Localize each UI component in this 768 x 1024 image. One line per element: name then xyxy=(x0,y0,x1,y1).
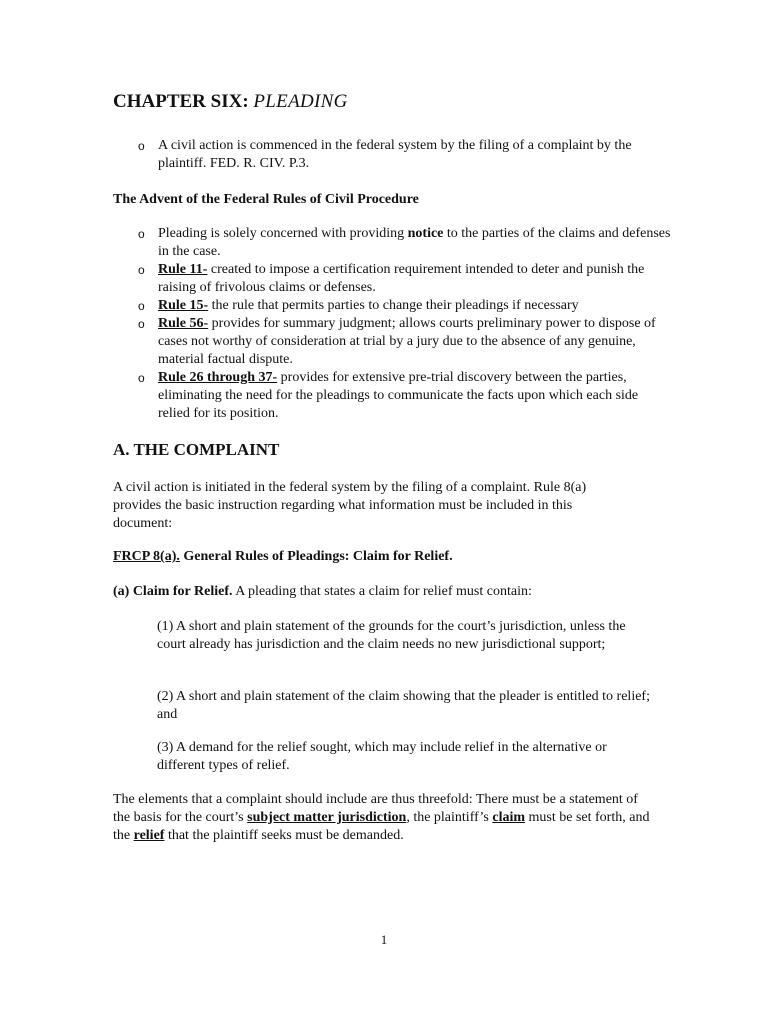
requirement-item-3: (3) A demand for the relief sought, which may include relief in the alternative or different types of relief. xyxy=(157,740,607,773)
intro-bullet-list xyxy=(113,137,673,173)
complaint-heading: A. THE COMPLAINT xyxy=(113,440,280,459)
frcp-label: FRCP 8(a). xyxy=(113,549,180,564)
claim-for-relief-line xyxy=(113,583,532,601)
elements-text-2: , the plaintiff’s xyxy=(406,810,493,825)
bullet-marker: o xyxy=(138,263,145,277)
term-relief: relief xyxy=(133,828,165,843)
requirement-item-2: (2) A short and plain statement of the claim showing that the pleader is entitled to relief; and xyxy=(157,689,650,722)
rule-26-37-text: provides for extensive pre-trial discovery between the parties, eliminating the need for the pleadings to communicate the facts upon which each side relied for its position. xyxy=(158,370,639,421)
intro-bullet-text: A civil action is commenced in the federal system by the filing of a complaint by the plaintiff. FED. R. CIV. P.3. xyxy=(158,138,632,171)
rule-11-label: Rule 11- xyxy=(158,262,208,277)
chapter-subtitle: PLEADING xyxy=(253,91,348,112)
frcp-heading xyxy=(113,548,453,566)
rule-56-text: provides for summary judgment; allows courts preliminary power to dispose of cases not worthy of consideration at trial by a jury due to the absence of any genuine, material factual dispute. xyxy=(158,316,656,367)
notice-term: notice xyxy=(407,226,444,241)
bullet-marker: o xyxy=(138,371,145,385)
bullet-marker: o xyxy=(138,139,145,153)
rule-26-37-label: Rule 26 through 37- xyxy=(158,370,278,385)
bullet-marker: o xyxy=(138,299,145,313)
advent-heading: The Advent of the Federal Rules of Civil Procedure xyxy=(113,192,419,207)
term-claim: claim xyxy=(492,810,526,825)
claim-text: A pleading that states a claim for relief must contain: xyxy=(232,584,532,599)
claim-label: (a) Claim for Relief. xyxy=(113,584,233,599)
advent-bullet-rule-15 xyxy=(113,297,673,315)
elements-paragraph xyxy=(113,791,653,845)
term-subject-matter-jurisdiction: subject matter jurisdiction xyxy=(247,810,407,825)
rule-11-text: created to impose a certification requirement intended to deter and punish the raising of frivolous claims or defenses. xyxy=(158,262,645,295)
rule-15-text: the rule that permits parties to change their pleadings if necessary xyxy=(208,298,579,313)
bullet-text-pre: Pleading is solely concerned with providing xyxy=(158,226,408,241)
elements-text-3: must be set forth, and the xyxy=(113,810,650,843)
advent-bullet-rule-26-37 xyxy=(113,369,673,423)
advent-bullet-rule-11 xyxy=(113,261,673,297)
rule-56-label: Rule 56- xyxy=(158,316,209,331)
advent-bullet-notice xyxy=(113,225,673,261)
rule-15-label: Rule 15- xyxy=(158,298,209,313)
bullet-text-post: to the parties of the claims and defenses in the case. xyxy=(158,226,671,259)
elements-text-4: that the plaintiff seeks must be demanded. xyxy=(164,828,404,843)
advent-bullet-rule-56 xyxy=(113,315,673,369)
chapter-title xyxy=(113,91,348,113)
complaint-intro-paragraph: A civil action is initiated in the federal system by the filing of a complaint. Rule 8(a) provides the basic instruction regarding what information must be included in this document: xyxy=(113,480,587,531)
requirement-item-1: (1) A short and plain statement of the grounds for the court’s jurisdiction, unless the court already has jurisdiction and the claim needs no new jurisdictional support; xyxy=(157,619,626,652)
advent-bullet-list xyxy=(113,225,673,423)
intro-bullet xyxy=(113,137,673,173)
bullet-marker: o xyxy=(138,317,145,331)
chapter-label: CHAPTER SIX: xyxy=(113,91,249,112)
frcp-title: General Rules of Pleadings: Claim for Relief. xyxy=(179,549,453,564)
page-number: 1 xyxy=(380,932,388,947)
elements-text-1: The elements that a complaint should include are thus threefold: There must be a statement of the basis for the court’s xyxy=(113,792,638,825)
bullet-marker: o xyxy=(138,227,145,241)
